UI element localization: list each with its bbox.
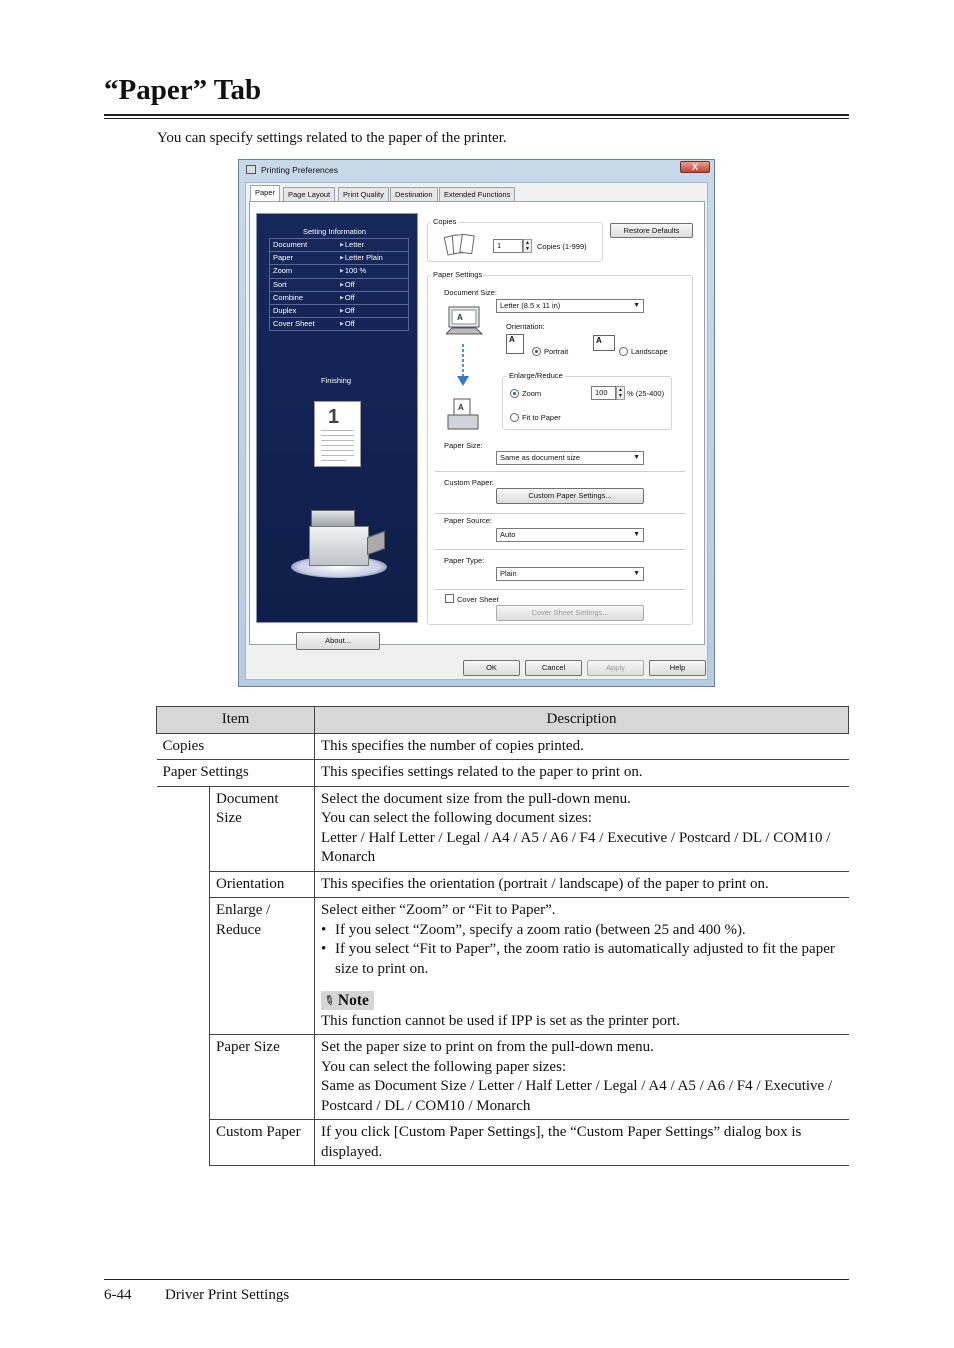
- svg-text:A: A: [458, 403, 464, 412]
- setting-information-heading: Setting Information: [303, 227, 366, 236]
- cover-sheet-label: Cover Sheet: [457, 595, 499, 604]
- preview-page-number: 1: [328, 406, 340, 428]
- paper-size-value: Same as document size: [500, 453, 581, 462]
- item-enlarge-reduce: Enlarge / Reduce: [210, 898, 315, 1035]
- tab-extended-functions[interactable]: Extended Functions: [439, 187, 515, 201]
- item-orientation: Orientation: [210, 871, 315, 898]
- apply-button[interactable]: Apply: [587, 660, 644, 676]
- indent-spacer: [157, 898, 210, 1035]
- info-value: ▶ Off: [340, 292, 355, 305]
- pencil-icon: ✎: [320, 991, 338, 1010]
- indent-spacer: [157, 1035, 210, 1120]
- copies-input[interactable]: 1: [493, 239, 523, 253]
- table-row: [157, 871, 849, 898]
- desc-line: Select either “Zoom” or “Fit to Paper”.: [321, 902, 556, 918]
- paper-type-select[interactable]: [496, 567, 644, 581]
- info-key: Document: [273, 240, 308, 249]
- table-row: [157, 1035, 849, 1120]
- desc-custom-paper: If you click [Custom Paper Settings], the “Custom Paper Settings” dialog box is displayed.: [315, 1120, 849, 1166]
- arrow-down-icon: [455, 342, 471, 390]
- zoom-spinner[interactable]: ▲ ▼: [616, 386, 625, 400]
- copies-spinner[interactable]: ▲ ▼: [523, 239, 532, 253]
- finishing-label: Finishing: [321, 376, 352, 385]
- bullet-item: • If you select “Zoom”, specify a zoom ratio (between 25 and 400 %).: [321, 921, 843, 941]
- desc-line: Select the document size from the pull-down menu.: [321, 790, 631, 807]
- copies-range-label: Copies (1-999): [537, 242, 587, 251]
- svg-text:A: A: [457, 313, 463, 322]
- about-button[interactable]: About...: [296, 632, 380, 650]
- footer-page-number: 6-44: [104, 1287, 132, 1303]
- paper-size-select[interactable]: [496, 451, 644, 465]
- info-row: [270, 318, 408, 331]
- chevron-down-icon: ▼: [633, 531, 640, 538]
- table-row: [157, 786, 849, 871]
- header-description: Description: [315, 707, 849, 734]
- desc-enlarge-reduce: [315, 898, 849, 1035]
- info-value: ▶ Off: [340, 318, 355, 331]
- title-rule-thin: [104, 118, 849, 119]
- chevron-down-icon: ▼: [633, 454, 640, 461]
- orientation-label: Orientation:: [506, 322, 545, 331]
- tab-page-layout[interactable]: Page Layout: [283, 187, 335, 201]
- desc-paper-size: [315, 1035, 849, 1120]
- table-row: [157, 898, 849, 1035]
- divider: [435, 589, 685, 590]
- item-paper-settings: Paper Settings: [157, 760, 315, 787]
- info-row: [270, 292, 408, 305]
- info-key: Zoom: [273, 266, 293, 276]
- desc-orientation: This specifies the orientation (portrait / landscape) of the paper to print on.: [315, 871, 849, 898]
- desc-line: Letter / Half Letter / Legal / A4 / A5 / A6 / F4 / Executive / Postcard / DL / COM10 / Monarch: [321, 829, 831, 865]
- divider: [435, 513, 685, 514]
- zoom-label: Zoom: [522, 389, 542, 398]
- paper-source-label: Paper Source:: [444, 516, 492, 525]
- table-row: [157, 733, 849, 760]
- document-size-label: Document Size:: [444, 288, 497, 297]
- indent-spacer: [157, 871, 210, 898]
- paper-size-label: Paper Size:: [444, 441, 483, 450]
- chevron-down-icon: ▼: [633, 570, 640, 577]
- info-value: ▶ Letter: [340, 239, 364, 252]
- portrait-page-icon: A: [506, 334, 524, 354]
- fit-to-paper-label: Fit to Paper: [522, 413, 561, 422]
- table-row: [157, 1120, 849, 1166]
- help-button[interactable]: Help: [649, 660, 706, 676]
- desc-document-size: [315, 786, 849, 871]
- info-row: [270, 239, 408, 252]
- computer-icon: [446, 306, 486, 338]
- item-custom-paper: Custom Paper: [210, 1120, 315, 1166]
- cancel-button[interactable]: Cancel: [525, 660, 582, 676]
- info-value: ▶ 100 %: [340, 265, 366, 278]
- tab-print-quality[interactable]: Print Quality: [338, 187, 389, 201]
- table-row: [157, 760, 849, 787]
- printer-body: [309, 526, 369, 566]
- info-key: Paper: [273, 253, 294, 263]
- table-header-row: [157, 707, 849, 734]
- custom-paper-settings-button[interactable]: Custom Paper Settings...: [496, 488, 644, 504]
- paper-settings-group-label: Paper Settings: [433, 270, 483, 279]
- custom-paper-label: Custom Paper:: [444, 478, 495, 487]
- zoom-range-label: % (25-400): [627, 389, 665, 398]
- description-table: [156, 706, 849, 1166]
- tab-destination[interactable]: Destination: [390, 187, 438, 201]
- info-key: Combine: [273, 292, 304, 302]
- dialog-titlebar: [239, 160, 714, 180]
- document-size-select[interactable]: [496, 299, 644, 313]
- info-row: [270, 279, 408, 292]
- landscape-page-icon: A: [593, 335, 615, 351]
- zoom-radio[interactable]: [510, 389, 519, 398]
- item-document-size: Document Size: [210, 786, 315, 871]
- info-row: [270, 305, 408, 318]
- indent-spacer: [157, 786, 210, 871]
- bullet-list: [321, 921, 843, 980]
- landscape-radio[interactable]: [619, 347, 628, 356]
- printer-icon: [246, 165, 256, 174]
- copies-icon: [444, 232, 478, 258]
- header-item: Item: [157, 707, 315, 734]
- cover-sheet-settings-button[interactable]: Cover Sheet Settings...: [496, 605, 644, 621]
- landscape-label: Landscape: [631, 347, 668, 356]
- item-copies: Copies: [157, 733, 315, 760]
- printer-small-icon: [446, 398, 486, 434]
- paper-source-select[interactable]: [496, 528, 644, 542]
- info-row: [270, 252, 408, 265]
- chevron-down-icon: ▼: [633, 302, 640, 309]
- copies-group-label: Copies: [433, 217, 457, 226]
- info-key: Duplex: [273, 305, 297, 315]
- footer-section-title: Driver Print Settings: [165, 1287, 290, 1303]
- ok-button[interactable]: OK: [463, 660, 520, 676]
- info-value: ▶ Letter Plain: [340, 252, 383, 265]
- restore-defaults-button[interactable]: Restore Defaults: [610, 223, 693, 238]
- bullet-item: • If you select “Fit to Paper”, the zoom ratio is automatically adjusted to fit the paper size to print on.: [321, 940, 843, 979]
- info-row: [270, 265, 408, 278]
- cover-sheet-checkbox[interactable]: [445, 594, 454, 603]
- enlarge-reduce-label: Enlarge/Reduce: [509, 371, 563, 380]
- note-label: Note: [337, 992, 369, 1009]
- footer-rule: [104, 1279, 849, 1280]
- zoom-input[interactable]: 100: [591, 386, 616, 400]
- note-text: This function cannot be used if IPP is set as the printer port.: [321, 1012, 680, 1029]
- desc-line: Set the paper size to print on from the pull-down menu.: [321, 1039, 654, 1055]
- item-paper-size: Paper Size: [210, 1035, 315, 1120]
- portrait-label: Portrait: [544, 347, 569, 356]
- page-title: “Paper” Tab: [104, 74, 262, 106]
- divider: [435, 549, 685, 550]
- divider: [435, 471, 685, 472]
- indent-spacer: [157, 1120, 210, 1166]
- note-badge: [321, 991, 374, 1010]
- info-value: ▶ Off: [340, 305, 355, 318]
- close-button[interactable]: X: [680, 161, 710, 173]
- dialog-title: Printing Preferences: [261, 165, 339, 175]
- paper-type-label: Paper Type:: [444, 556, 485, 565]
- intro-text: You can specify settings related to the paper of the printer.: [157, 130, 507, 146]
- paper-type-value: Plain: [500, 569, 517, 578]
- title-rule: [104, 114, 849, 116]
- info-key: Cover Sheet: [273, 319, 315, 329]
- fit-to-paper-radio[interactable]: [510, 413, 519, 422]
- desc-line: Same as Document Size / Letter / Half Letter / Legal / A4 / A5 / A6 / F4 / Executive / Postcard / DL / COM10 / Monarch: [321, 1078, 833, 1114]
- portrait-radio[interactable]: [532, 347, 541, 356]
- info-key: Sort: [273, 279, 287, 289]
- desc-line: You can select the following paper sizes:: [321, 1058, 567, 1075]
- setting-information-table: [269, 238, 409, 331]
- printing-preferences-dialog: [238, 159, 715, 687]
- document-size-value: Letter (8.5 x 11 in): [500, 301, 561, 310]
- desc-line: You can select the following document sizes:: [321, 810, 592, 826]
- paper-source-value: Auto: [500, 530, 516, 539]
- tab-paper[interactable]: Paper: [250, 185, 280, 202]
- desc-paper-settings: This specifies settings related to the paper to print on.: [315, 760, 849, 787]
- info-value: ▶ Off: [340, 279, 355, 292]
- desc-copies: This specifies the number of copies printed.: [315, 733, 849, 760]
